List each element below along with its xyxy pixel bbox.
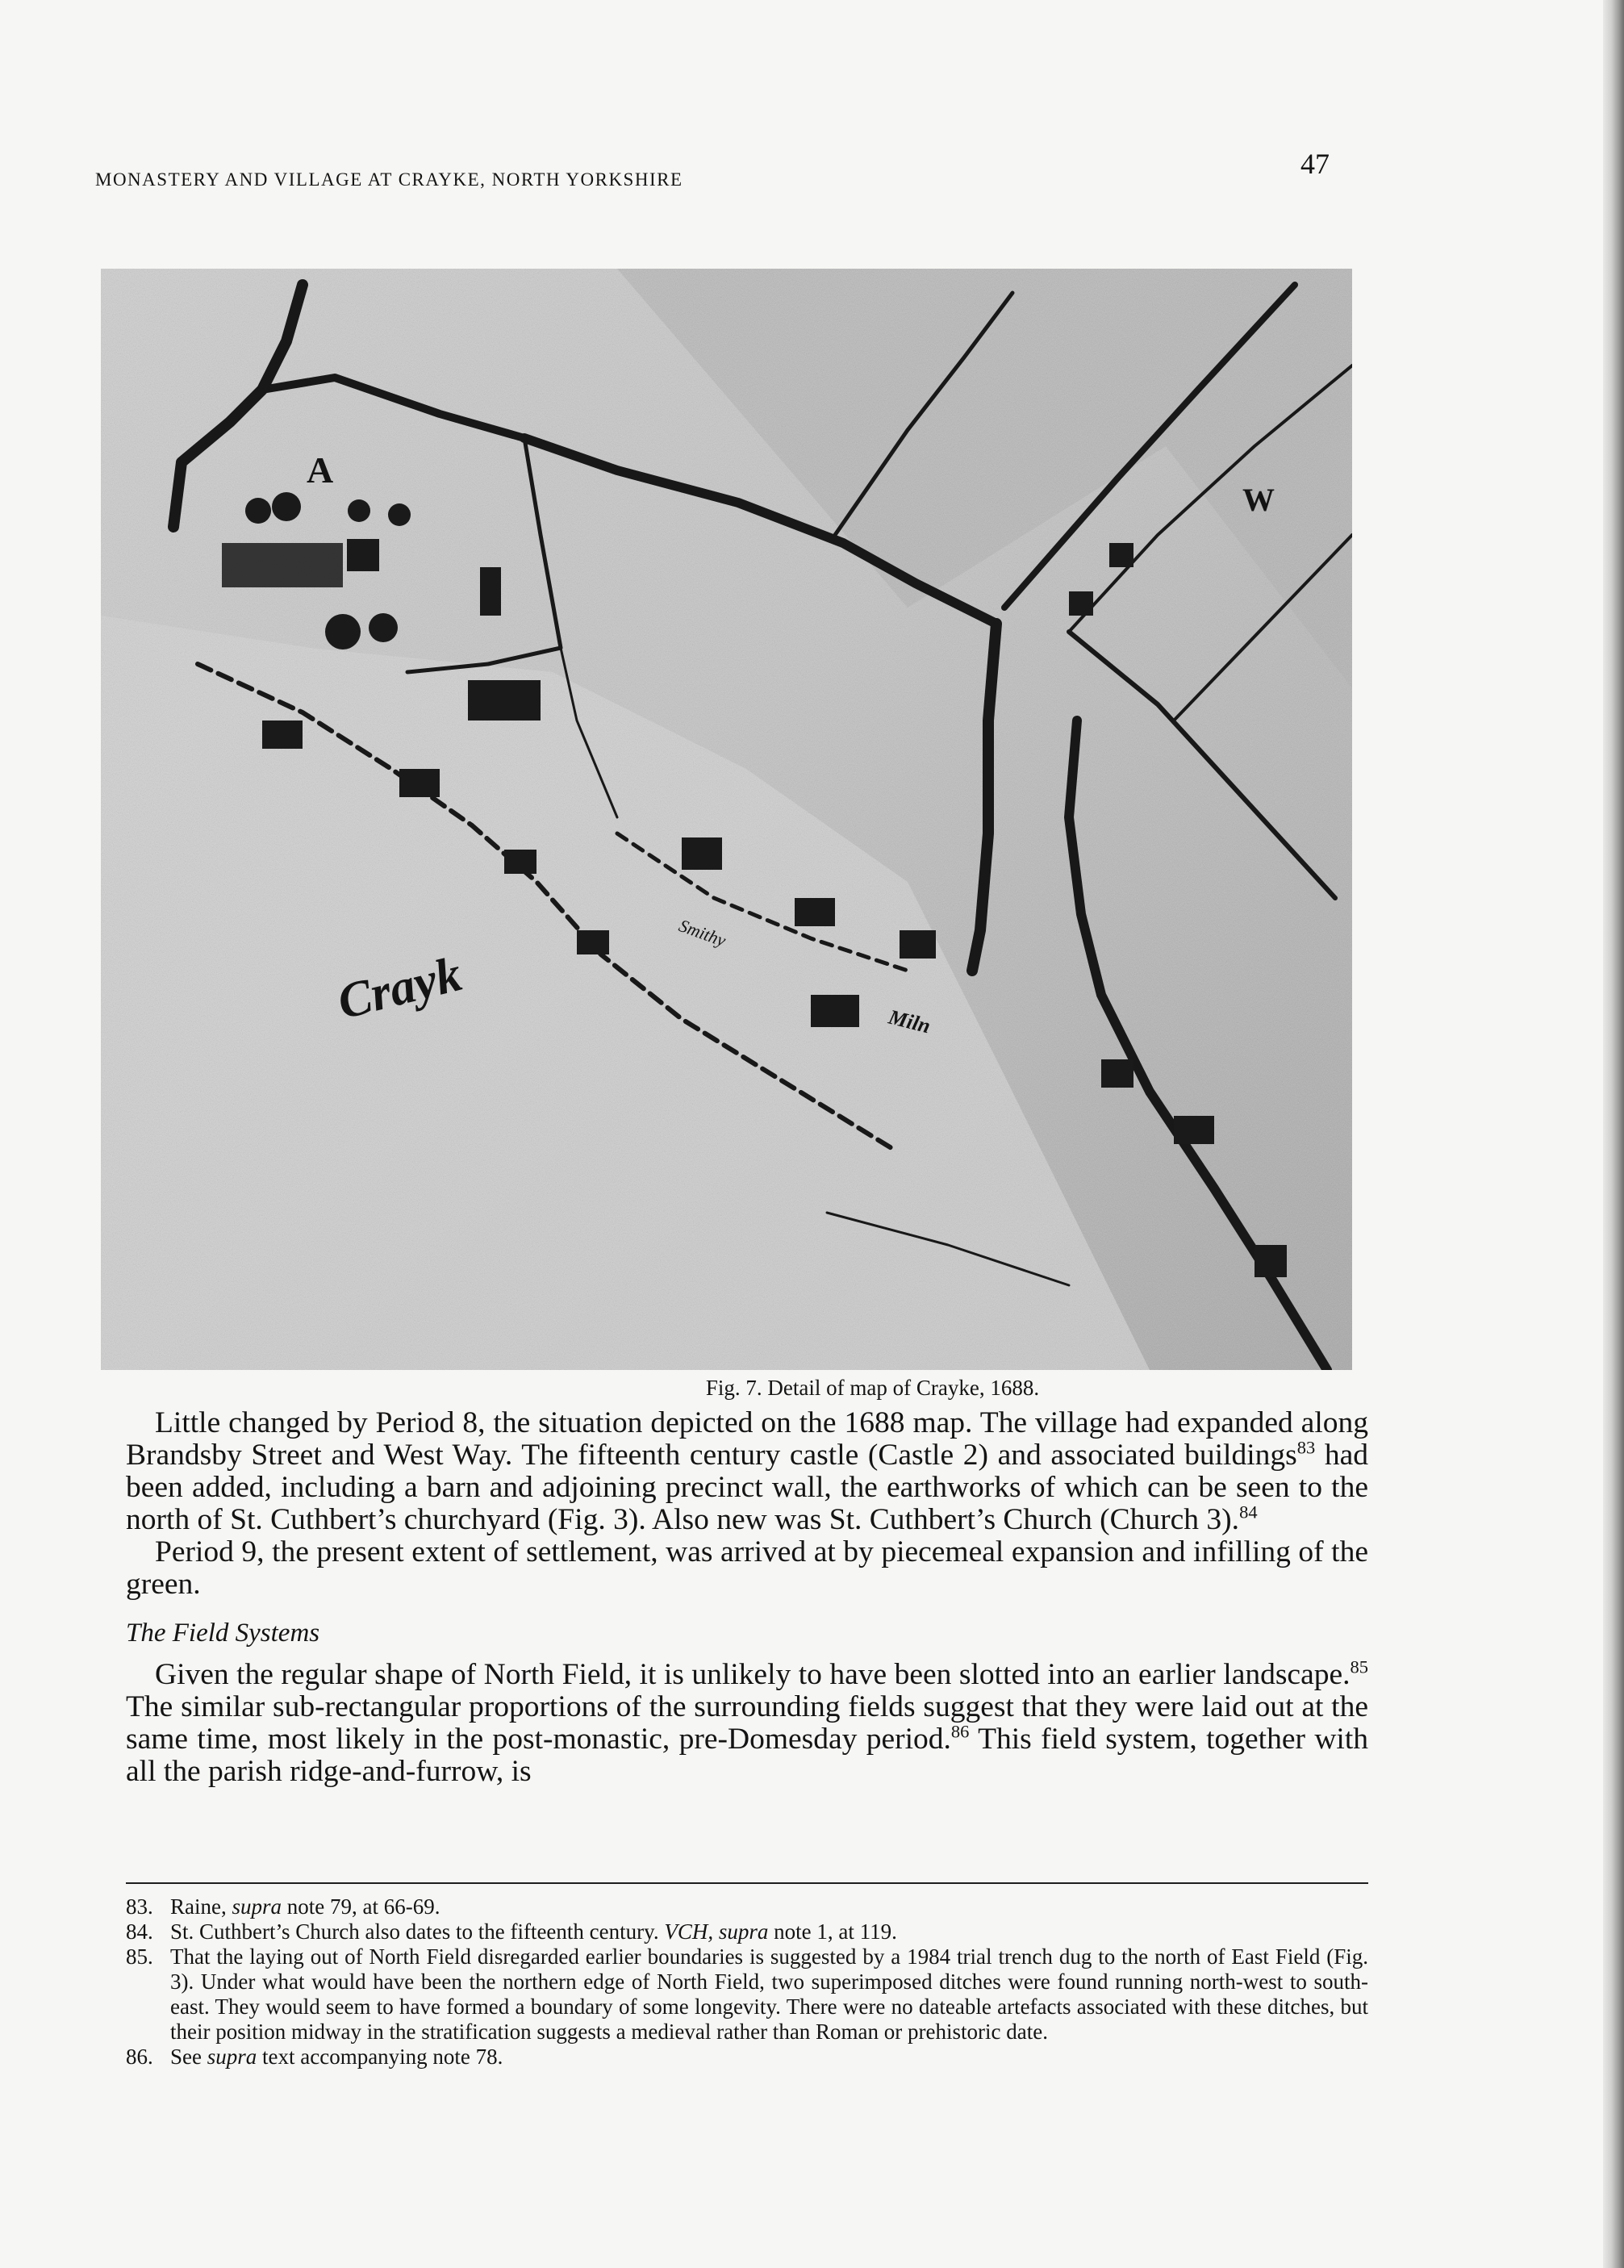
page-number: 47 — [1300, 148, 1330, 180]
running-header: MONASTERY AND VILLAGE AT CRAYKE, NORTH YORKSHIRE — [95, 169, 683, 190]
figure-caption: Fig. 7. Detail of map of Crayke, 1688. — [705, 1376, 1040, 1400]
building-castle — [222, 543, 343, 587]
map-label-miln: Miln — [886, 1005, 933, 1038]
text-run: had been added, including a barn and adjoining precinct wall, the earthworks of which can be seen to the north of St. Cuthbert’s churchyard (Fig. 3). Also new was St. Cuthbert’s Church (Church 3). — [126, 1439, 1368, 1536]
book-spine-shadow — [1603, 0, 1624, 2268]
text-run-italic: VCH, supra — [664, 1919, 769, 1944]
tree — [245, 498, 271, 524]
footnote-number: 85. — [126, 1944, 153, 1969]
footnote-text — [170, 2045, 1368, 2070]
section-heading: The Field Systems — [126, 1619, 320, 1648]
building-mill — [811, 995, 859, 1027]
map-label-crayk: Crayk — [332, 946, 467, 1030]
footnote-number: 86. — [126, 2045, 153, 2069]
footnote-number: 84. — [126, 1919, 153, 1944]
cottage — [1101, 1059, 1133, 1088]
cottage — [682, 837, 722, 870]
text-run: Raine, — [170, 1894, 232, 1919]
cottage — [795, 898, 835, 926]
cottage — [262, 720, 303, 749]
paragraph — [126, 1407, 1368, 1536]
footnote-text — [170, 1944, 1368, 2045]
map-image — [101, 269, 1352, 1370]
paragraph — [126, 1656, 1368, 1788]
building-barn — [468, 680, 541, 720]
cottage — [1109, 543, 1133, 567]
cottage — [577, 930, 609, 954]
text-run: St. Cuthbert’s Church also dates to the fifteenth century. — [170, 1919, 665, 1944]
footnote-rule — [126, 1882, 1368, 1884]
text-run: See — [170, 2045, 207, 2069]
tree — [325, 614, 361, 649]
text-run: note 1, at 119. — [768, 1919, 897, 1944]
text-run: Little changed by Period 8, the situation depicted on the 1688 map. The village had expanded along Brandsby Street and West Way. The fifteenth century castle (Castle 2) and associated buildings — [126, 1406, 1368, 1472]
text-run: note 79, at 66-69. — [282, 1894, 440, 1919]
tree — [272, 492, 301, 521]
cottage — [1069, 591, 1093, 616]
footnote-number: 83. — [126, 1894, 153, 1919]
footnote-text — [170, 1919, 1368, 1944]
footnote-ref: 86 — [950, 1721, 970, 1742]
text-run: text accompanying note 78. — [257, 2045, 503, 2069]
text-run: The similar sub-rectangular proportions of the surrounding fields suggest that they were laid out at the same time, most likely in the post-monastic, pre-Domesday period. — [126, 1690, 1368, 1756]
footnote — [126, 1944, 1368, 2045]
text-run: Given the regular shape of North Field, it is unlikely to have been slotted into an earlier landscape. — [155, 1658, 1351, 1691]
map-label-smithy: Smithy — [676, 915, 729, 951]
footnote — [126, 1919, 1368, 1944]
footnote-text — [170, 1894, 1368, 1919]
paragraph: Period 9, the present extent of settlement, was arrived at by piecemeal expansion and infilling of the green. — [126, 1535, 1368, 1601]
footnotes — [126, 1894, 1368, 2070]
map-label-a: A — [307, 449, 334, 491]
footnote-ref: 83 — [1296, 1437, 1316, 1458]
tree — [348, 499, 370, 522]
cottage — [900, 930, 936, 959]
tree — [369, 613, 398, 642]
building — [347, 539, 379, 571]
building-church — [480, 567, 501, 616]
text-run: This field system, together with all the parish ridge-and-furrow, is — [126, 1723, 1368, 1788]
cottage — [399, 769, 440, 797]
footnote — [126, 1894, 1368, 1919]
map-figure — [101, 269, 1352, 1370]
footnote — [126, 2045, 1368, 2070]
body-text — [126, 1407, 1368, 1788]
map-label-w: W — [1242, 482, 1275, 518]
text-run-italic: supra — [207, 2045, 257, 2069]
cottage — [1255, 1245, 1287, 1277]
cottage — [1174, 1116, 1214, 1144]
map-grain — [101, 269, 1352, 1370]
tree — [388, 503, 411, 526]
cottage — [504, 850, 536, 874]
text-run: That the laying out of North Field disregarded earlier boundaries is suggested by a 1984 trial trench dug to the north of East Field (Fig. 3). Under what would have been the northern edge of North Field, two superimposed ditches were found running north-west to south-east. They would seem to have formed a boundary of some longevity. There were no dateable artefacts associated with these ditches, but their position midway in the stratification suggests a medieval rather than Roman or prehistoric date. — [170, 1944, 1368, 2044]
text-run-italic: supra — [232, 1894, 282, 1919]
footnote-ref: 84 — [1239, 1502, 1258, 1522]
footnote-ref: 85 — [1350, 1656, 1368, 1677]
